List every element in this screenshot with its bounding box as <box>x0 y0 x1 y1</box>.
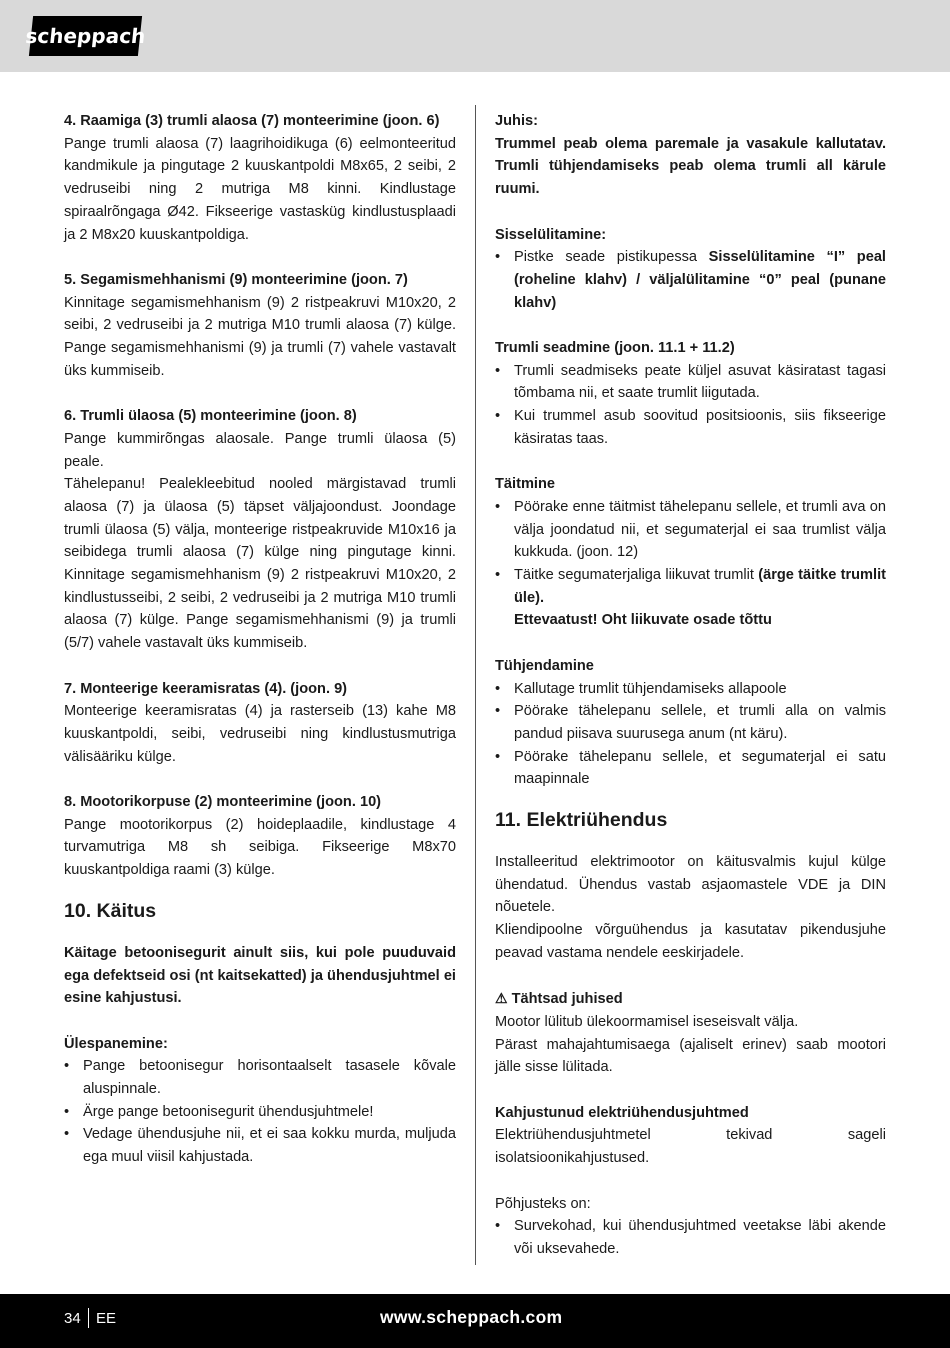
setup-title: Ülespanemine: <box>64 1035 168 1052</box>
switch-on-list <box>495 246 886 314</box>
section-11-heading: 11. Elektriühendus <box>495 809 668 832</box>
switch-on-text: Pistke seade pistikupessa <box>514 249 709 266</box>
list-item: • Pöörake tähelepanu sellele, et segumaterjal ei satu maapinnale <box>495 746 886 791</box>
filling-list <box>495 496 886 632</box>
section-6-text-1: Pange kummirõngas alaosale. Pange trumli ülaosa (5) peale. <box>64 430 456 470</box>
switch-on-bold-text: Sisselülitamine “I” peal (roheline klahv) / väljalülitamine “0” peal (punane klahv) <box>514 249 886 311</box>
warning-triangle-icon: ⚠ <box>495 990 508 1007</box>
section-11-text-1: Installeeritud elektrimootor on käitusvalmis kujul külge ühendatud. Ühendus vastab asjaomastele VDE ja DIN nõuetele. <box>495 854 886 916</box>
section-11-text-2: Kliendipoolne võrguühendus ja kasutatav pikendusjuhe peavad vastama nendele eeskirjadele. <box>495 922 886 961</box>
note-text: Trummel peab olema paremale ja vasakule kallutatav. Trumli tühjendamiseks peab olema trumli all kärule ruumi. <box>495 135 886 198</box>
list-item: • Pöörake enne täitmist tähelepanu sellele, et trumli ava on välja joondatud nii, et segumaterjal ei saa trumlist välja kukkuda. (joon. 12) <box>495 496 886 564</box>
list-item: • Vedage ühendusjuhe nii, et ei saa kokku murda, muljuda ega muul viisil kahjustada. <box>64 1123 456 1168</box>
note-title: Juhis: <box>495 113 538 129</box>
important-text-2: Pärast mahajahtumisaega (ajaliselt erinev) saab mootori jälle sisse lülitada. <box>495 1036 886 1076</box>
section-4-title: 4. Raamiga (3) trumli alaosa (7) monteerimine (joon. 6) <box>64 113 440 129</box>
section-10-heading: 10. Käitus <box>64 899 157 922</box>
drum-setting-title: Trumli seadmine (joon. 11.1 + 11.2) <box>495 340 735 356</box>
section-6-title: 6. Trumli ülaosa (5) monteerimine (joon. 8) <box>64 408 357 425</box>
list-item: • Survekohad, kui ühendusjuhtmed veetakse läbi akende või uksevahede. <box>495 1215 886 1260</box>
section-5-title: 5. Segamismehhanismi (9) monteerimine (joon. 7) <box>64 271 408 288</box>
list-item: • Kallutage trumlit tühjendamiseks allapoole <box>495 678 886 701</box>
website-link[interactable]: www.scheppach.com <box>380 1307 563 1327</box>
list-item <box>495 564 886 632</box>
right-column <box>495 110 886 1261</box>
important-notes-title-text: Tähtsad juhised <box>511 991 623 1008</box>
switch-on-title: Sisselülitamine: <box>495 226 607 243</box>
left-column <box>64 110 456 1169</box>
list-item: • Kui trummel asub soovitud positsioonis, siis fikseerige käsiratas taas. <box>495 405 886 450</box>
filling-bold-text: (ärge täitke trumlit üle). <box>514 567 886 606</box>
language-code: EE <box>96 1310 117 1327</box>
emptying-title: Tühjendamine <box>495 657 594 674</box>
column-divider <box>475 105 476 1265</box>
filling-warning: Ettevaatust! Oht liikuvate osade tõttu <box>514 612 772 629</box>
filling-text: Täitke segumaterjaliga liikuvat trumlit <box>514 567 759 584</box>
filling-title: Täitmine <box>495 476 556 493</box>
section-4-text: Pange trumli alaosa (7) laagrihoidikuga (6) eelmonteeritud kandmikule ja pingutage 2 kuuskantpoldi M8x65, 2 seibi, 2 vedruseibi ning 2 mutriga M8 kinni. Kindlustage spiraalrõngaga Ø42. Fikseerige vastasküg kindlustusplaadi ja 2 M8x20 kuuskantpoldiga. <box>64 135 456 243</box>
important-notes-title <box>495 987 886 1011</box>
list-item <box>495 246 886 314</box>
section-7-title: 7. Monteerige keeramisratas (4). (joon. 9) <box>64 680 348 697</box>
section-6-text-2: Tähelepanu! Pealekleebitud nooled märgistavad trumli alaosa (7) ja ülaosa (5) täpset väljajoondust. Joondage trumli ülaosa (5) välja, monteerige ristpeakruvide M10x16 ja seibidega trumli alaosa (7) külge ning pingutage kinni. Kinnitage segamismehhanism (9) 2 ristpeakruvi M10x20, 2 kindlustusseibi, 2 seibi, 2 vedruseibi ja 2 mutriga M10 trumli alaosa (7) külge. Pange segamismehhanismi (9) ja trumli (5/7) vahele vastavalt üks kummiseib. <box>64 476 456 652</box>
important-text-1: Mootor lülitub ülekoormamisel iseseisvalt välja. <box>495 1013 799 1030</box>
footer-bar <box>0 1294 950 1348</box>
section-5-text: Kinnitage segamismehhanism (9) 2 ristpeakruvi M10x20, 2 seibi, 2 vedruseibi ja 2 mutriga M10 trumli alaosa (7) külge. Pange segamismehhanismi (9) ja trumli (7) vahele vastavalt üks kummiseib. <box>64 294 456 379</box>
header-bar <box>0 0 950 72</box>
emptying-list <box>495 678 886 792</box>
footer-separator <box>88 1308 89 1328</box>
reasons-list <box>495 1215 886 1260</box>
section-8-text: Pange mootorikorpus (2) hoideplaadile, kindlustage 4 turvamutriga M8 sh seibiga. Fikseerige M8x70 kuuskantpoldiga raami (3) külge. <box>64 816 456 879</box>
drum-setting-list <box>495 360 886 451</box>
list-item: • Pöörake tähelepanu sellele, et trumli alla on valmis pandud piisava suurusega anum (nt käru). <box>495 700 886 745</box>
damaged-cables-text: Elektriühendusjuhtmetel tekivad sageli isolatsioonikahjustused. <box>495 1127 886 1167</box>
reasons-title: Põhjusteks on: <box>495 1195 591 1212</box>
damaged-cables-title: Kahjustunud elektriühendusjuhtmed <box>495 1104 749 1121</box>
section-8-title: 8. Mootorikorpuse (2) monteerimine (joon. 10) <box>64 794 382 811</box>
operation-warning: Käitage betoonisegurit ainult siis, kui pole puuduvaid ega defektseid osi (nt kaitsekatted) ja ühendusjuhtmel ei esine kahjustusi. <box>64 944 456 1007</box>
page-number: 34 <box>64 1310 81 1327</box>
scheppach-logo: scheppach <box>29 16 142 56</box>
list-item: • Ärge pange betoonisegurit ühendusjuhtmele! <box>64 1101 456 1124</box>
list-item: • Pange betoonisegur horisontaalselt tasasele kõvale aluspinnale. <box>64 1055 456 1100</box>
list-item: • Trumli seadmiseks peate küljel asuvat käsiratast tagasi tõmbama nii, et saate trumlit liigutada. <box>495 360 886 405</box>
setup-list <box>64 1055 456 1169</box>
section-7-text: Monteerige keeramisratas (4) ja rasterseib (13) kahe M8 kuuskantpoldi, seibi, vedruseibi ning kindlustusmutriga välisääriku külge. <box>64 703 456 765</box>
